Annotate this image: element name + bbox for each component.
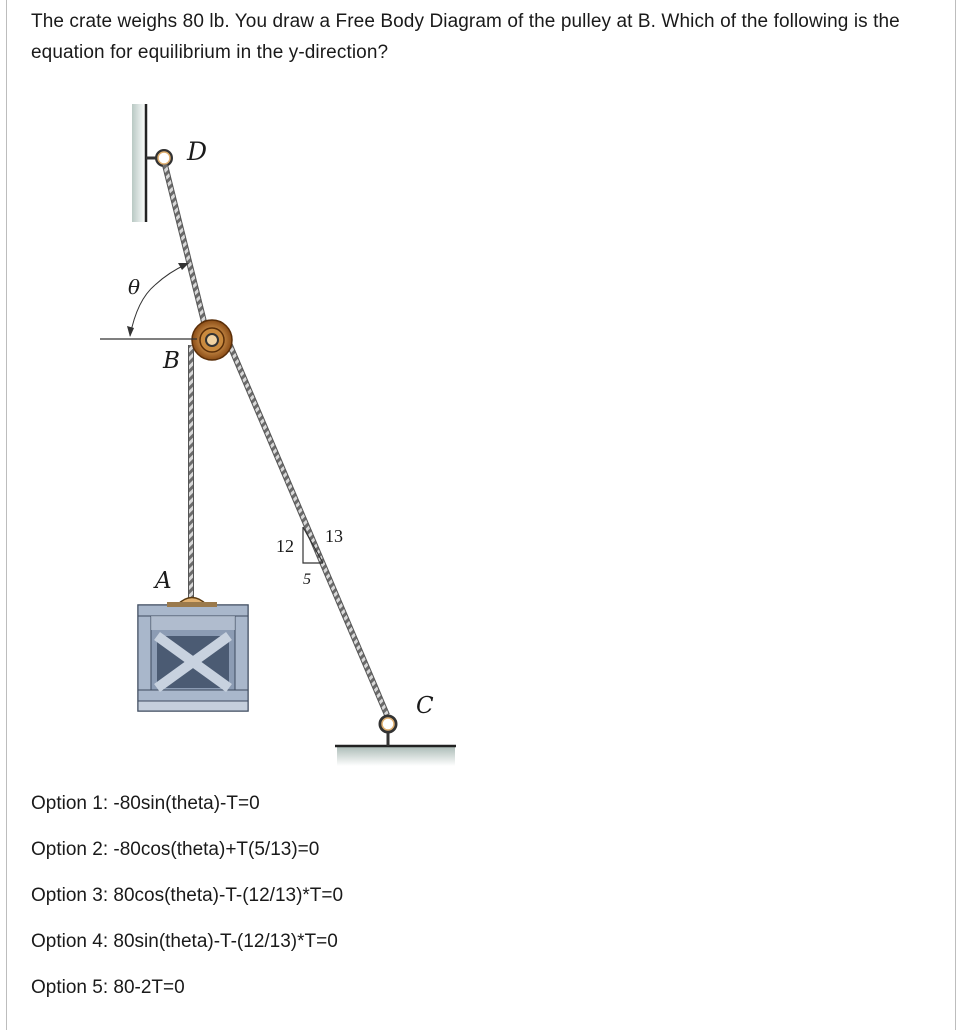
option-equation: 80cos(theta)-T-(12/13)*T=0 (113, 885, 344, 906)
option-equation: -80cos(theta)+T(5/13)=0 (113, 839, 320, 860)
option-equation: -80sin(theta)-T=0 (113, 793, 260, 814)
option-2[interactable] (31, 832, 343, 878)
crate (138, 605, 248, 711)
slope-label-13: 13 (325, 526, 343, 546)
option-label: Option 2 : (31, 839, 113, 860)
option-3[interactable] (31, 878, 343, 924)
option-equation: 80-2T=0 (113, 977, 185, 998)
label-a: A (155, 568, 172, 594)
option-equation: 80sin(theta)-T-(12/13)*T=0 (113, 931, 338, 952)
label-b: B (163, 348, 180, 374)
label-theta: θ (128, 275, 141, 299)
anchor-c (380, 716, 396, 746)
pulley-diagram (87, 96, 467, 776)
answer-options (31, 786, 343, 1016)
label-c: C (416, 693, 434, 719)
option-1[interactable] (31, 786, 343, 832)
option-label: Option 3 : (31, 885, 113, 906)
option-label: Option 1 : (31, 793, 113, 814)
option-label: Option 4 : (31, 931, 113, 952)
anchor-d (146, 151, 172, 166)
question-card (6, 0, 956, 1030)
option-label: Option 5 : (31, 977, 113, 998)
slope-triangle (303, 527, 323, 563)
wall-support (132, 104, 146, 222)
ground-support (335, 746, 456, 766)
angle-theta-indicator (100, 263, 197, 339)
option-4[interactable] (31, 924, 343, 970)
pulley-b (192, 320, 232, 360)
crate-hook-a (167, 598, 217, 608)
question-text: The crate weighs 80 lb. You draw a Free Body Diagram of the pulley at B. Which of the following is the equation for equilibrium in the y-direction? (31, 11, 900, 63)
slope-label-12: 12 (276, 536, 294, 556)
label-d: D (187, 137, 208, 166)
slope-label-5: 5 (303, 571, 311, 588)
option-5[interactable] (31, 970, 343, 1016)
